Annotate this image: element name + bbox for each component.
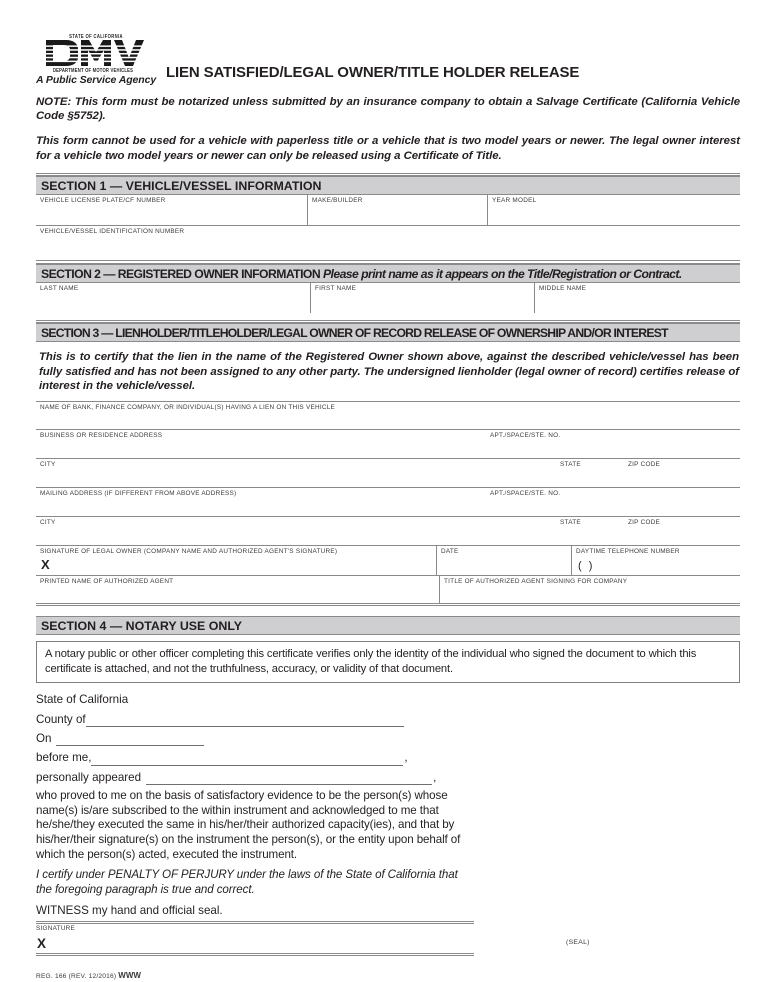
field-daytime-telephone-label: DAYTIME TELEPHONE NUMBER — [576, 547, 680, 555]
notary-signature-field[interactable] — [36, 932, 474, 956]
section3-row-bank — [36, 401, 740, 429]
notary-personally-appeared-line — [36, 768, 466, 787]
field-apt-space-ste[interactable] — [486, 430, 739, 458]
notary-seal-label: (SEAL) — [566, 939, 590, 947]
field-mailing-address-label-note: (IF DIFFERENT FROM ABOVE ADDRESS) — [104, 489, 237, 497]
field-bank-name[interactable] — [36, 402, 739, 429]
field-state-2[interactable] — [556, 517, 624, 545]
field-city[interactable] — [36, 459, 556, 487]
section2-row-1 — [36, 283, 740, 313]
notary-on-label: On — [36, 732, 52, 746]
field-title-agent-label: TITLE OF AUTHORIZED AGENT SIGNING FOR COMPANY — [444, 577, 628, 585]
field-make-builder[interactable] — [307, 195, 487, 225]
section3-row-signature — [36, 545, 740, 575]
field-vin-label: VEHICLE/VESSEL IDENTIFICATION NUMBER — [40, 228, 185, 236]
page-title: LIEN SATISFIED/LEGAL OWNER/TITLE HOLDER RELEASE — [166, 64, 580, 81]
notary-county-input[interactable] — [86, 716, 404, 727]
notary-before-me-label: before me, — [36, 751, 92, 765]
field-signature-legal-owner[interactable] — [36, 546, 436, 575]
field-zip-code-label: ZIP CODE — [628, 460, 661, 468]
notary-signature-rule-bottom — [36, 953, 474, 956]
form-www-tag: WWW — [118, 971, 141, 981]
rule-above-section4 — [36, 603, 740, 607]
notary-on-line — [36, 729, 466, 748]
field-year-model[interactable] — [487, 195, 739, 225]
notary-signature-block — [36, 921, 740, 956]
section3-row-address — [36, 429, 740, 458]
form-footer — [36, 971, 740, 980]
section3-row-city — [36, 458, 740, 487]
field-year-model-label: YEAR MODEL — [492, 197, 537, 205]
field-apt-space-ste-label: APT./SPACE/STE. NO. — [490, 431, 561, 439]
field-signature-legal-owner-label-note: (COMPANY NAME AND AUTHORIZED AGENT'S SIGNATURE) — [143, 547, 338, 555]
notary-signature-x-mark: X — [37, 936, 47, 952]
signature-x-mark: X — [41, 556, 50, 572]
notary-perjury-text: I certify under PENALTY OF PERJURY under the laws of the State of California that the foregoing paragraph is true and correct. — [36, 868, 458, 896]
field-title-agent[interactable] — [439, 576, 739, 603]
field-daytime-telephone[interactable] — [571, 546, 739, 575]
notary-county-line — [36, 710, 466, 729]
field-city-2-label: CITY — [40, 518, 56, 526]
dmv-logo-block — [36, 32, 157, 86]
field-last-name[interactable] — [36, 283, 310, 313]
field-license-plate-label: VEHICLE LICENSE PLATE/CF NUMBER — [40, 197, 166, 205]
field-apt-space-ste-2-label: APT./SPACE/STE. NO. — [490, 489, 561, 497]
field-zip-code-2[interactable] — [624, 517, 739, 545]
field-bank-name-label: NAME OF BANK, FINANCE COMPANY, OR INDIVIDUAL(S) HAVING A LIEN ON THIS VEHICLE — [40, 403, 336, 411]
field-apt-space-ste-2[interactable] — [486, 488, 739, 516]
notary-disclosure-text: A notary public or other officer completing this certificate verifies only the identity of the individual who signed the document to which this certificate is attached, and not the truthfulness, accuracy, or validity of that document. — [45, 648, 697, 675]
field-signature-legal-owner-label — [40, 548, 436, 556]
notary-witness-text: WITNESS my hand and official seal. — [36, 904, 223, 918]
section2-heading-text: SECTION 2 — REGISTERED OWNER INFORMATION — [41, 266, 323, 281]
agency-tagline: A Public Service Agency — [36, 74, 157, 86]
field-license-plate[interactable] — [36, 195, 307, 225]
section3-row-printed-name — [36, 575, 740, 603]
notary-before-me-line — [36, 748, 466, 767]
section2-heading-instruction: Please print name as it appears on the Title/Registration or Contract. — [322, 266, 682, 281]
dmv-logo-icon — [44, 40, 148, 66]
notary-before-me-input[interactable] — [91, 755, 403, 766]
form-number: REG. 166 (REV. 12/2016) — [36, 973, 119, 981]
field-state-2-label: STATE — [560, 518, 581, 526]
field-signature-legal-owner-label-text: SIGNATURE OF LEGAL OWNER — [40, 547, 144, 555]
notary-disclosure-box — [36, 641, 740, 683]
field-vin[interactable] — [36, 226, 739, 252]
notary-acknowledgment-text: who proved to me on the basis of satisfactory evidence to be the person(s) whose name(s) is/are subscribed to the within instrument and acknowledged to me that he/she/they executed the same in his/her/their authorized capacity(ies), and that by his/her/their signature(s) on the instrument the person(s), or the entity upon behalf of which the person(s) acted, executed the instrument. — [36, 789, 461, 861]
field-state-label: STATE — [560, 460, 581, 468]
notary-county-label: County of — [36, 712, 86, 726]
section2-heading — [36, 264, 740, 283]
field-date[interactable] — [436, 546, 571, 575]
field-state[interactable] — [556, 459, 624, 487]
field-city-label: CITY — [40, 460, 56, 468]
notary-personally-appeared-label: personally appeared — [36, 770, 142, 784]
notary-before-me-comma: , — [404, 751, 408, 765]
notary-personally-appeared-comma: , — [433, 770, 437, 784]
field-daytime-telephone-prefix: ( ) — [578, 559, 595, 572]
notary-state-line — [36, 690, 466, 709]
field-mailing-address-label — [40, 490, 486, 498]
section3-row-mailing — [36, 487, 740, 516]
field-date-label: DATE — [441, 547, 459, 555]
notary-state-text: State of California — [36, 693, 129, 707]
field-first-name[interactable] — [310, 283, 534, 313]
notary-signature-label: SIGNATURE — [36, 925, 76, 933]
field-business-address-label: BUSINESS OR RESIDENCE ADDRESS — [40, 431, 163, 439]
notary-on-input[interactable] — [56, 735, 204, 746]
section3-heading: SECTION 3 — LIENHOLDER/TITLEHOLDER/LEGAL OWNER OF RECORD RELEASE OF OWNERSHIP AND/OR INTEREST — [36, 323, 740, 342]
note-block — [0, 95, 768, 163]
section1-heading: SECTION 1 — VEHICLE/VESSEL INFORMATION — [36, 176, 740, 195]
field-middle-name[interactable] — [534, 283, 739, 313]
section3-certification-text: This is to certify that the lien in the name of the Registered Owner shown above, against the described vehicle/vessel has been fully satisfied and has not been assigned to any other party. The undersigned lienholder (legal owner of record) certifies release of interest in the vehicle/vessel. — [39, 351, 739, 393]
field-zip-code[interactable] — [624, 459, 739, 487]
field-middle-name-label: MIDDLE NAME — [539, 284, 587, 292]
notary-signature-rule-top — [36, 921, 474, 924]
section1-row-2 — [36, 225, 740, 252]
note-paperless-title: This form cannot be used for a vehicle with paperless title or a vehicle that is two model years or newer. The legal owner interest for a vehicle two model years or newer can only be released using a Certificate of Title. — [36, 135, 740, 162]
field-first-name-label: FIRST NAME — [315, 284, 357, 292]
note-notarization: NOTE: This form must be notarized unless submitted by an insurance company to obtain a Salvage Certificate (California Vehicle Code §5752). — [36, 96, 740, 123]
field-printed-name-agent[interactable] — [36, 576, 439, 603]
field-last-name-label: LAST NAME — [40, 284, 79, 292]
notary-personally-appeared-input[interactable] — [146, 774, 432, 785]
state-of-california-text: STATE OF CALIFORNIA — [69, 32, 123, 39]
field-business-address[interactable] — [36, 430, 486, 458]
field-city-2[interactable] — [36, 517, 556, 545]
field-zip-code-2-label: ZIP CODE — [628, 518, 661, 526]
section4-heading: SECTION 4 — NOTARY USE ONLY — [36, 616, 740, 635]
field-printed-name-agent-label: PRINTED NAME OF AUTHORIZED AGENT — [40, 577, 174, 585]
notary-body — [36, 690, 466, 917]
section3-row-city-2 — [36, 516, 740, 545]
department-of-motor-vehicles-text: DEPARTMENT OF MOTOR VEHICLES — [52, 67, 134, 74]
section1-row-1 — [36, 195, 740, 225]
form-header — [0, 0, 768, 86]
field-mailing-address[interactable] — [36, 488, 486, 516]
field-make-builder-label: MAKE/BUILDER — [312, 197, 363, 205]
field-mailing-address-label-text: MAILING ADDRESS — [40, 489, 105, 497]
